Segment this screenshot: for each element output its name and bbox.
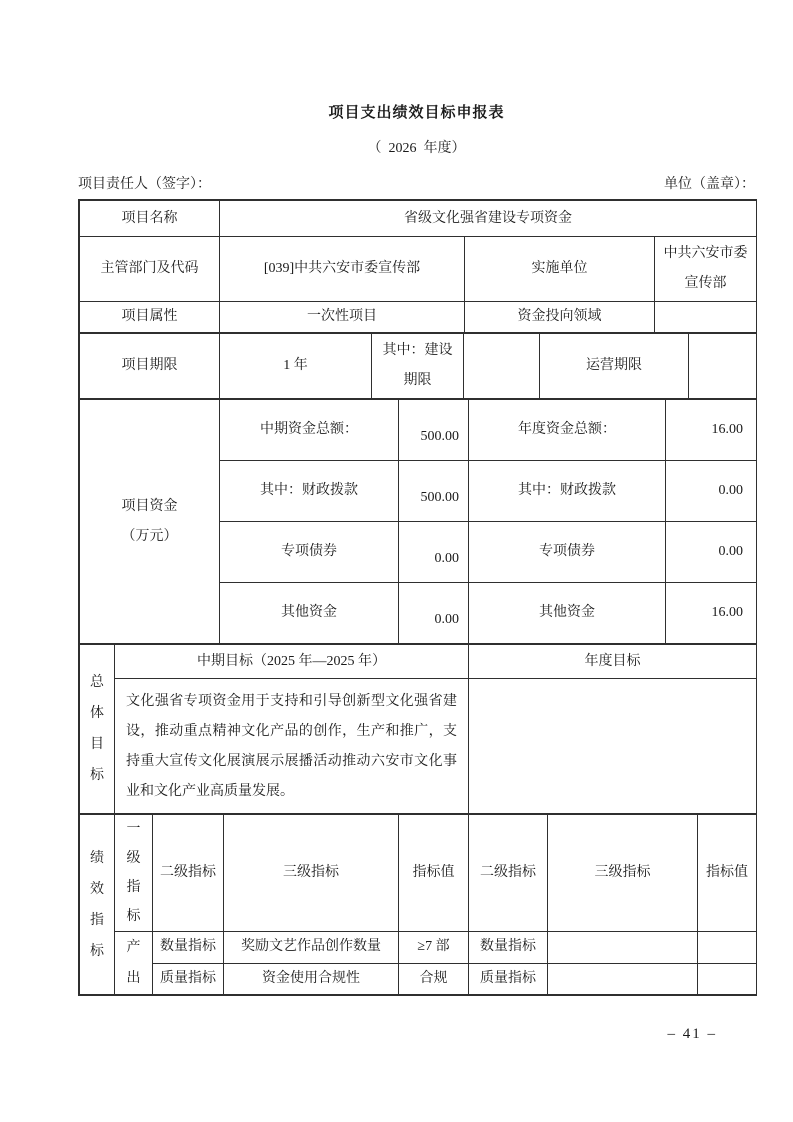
mid-fiscal-value: 500.00 [399,461,469,522]
year-other-value: 16.00 [666,583,757,644]
mid-goal-text: 文化强省专项资金用于支持和引导创新型文化强省建设，推动重点精神文化产品的创作，生产和推广，支持重大宣传文化展演展示展播活动推动六安市文化事业和文化产业高质量发展。 [115,679,469,814]
year-fiscal-value: 0.00 [666,461,757,522]
responsible-person-label: 项目责任人（签字）： [78,177,211,192]
funding-section-label [80,400,220,644]
value-header-year: 指标值 [698,815,757,932]
oper-period-value [689,334,757,399]
quantity-target-value-year [698,932,757,964]
project-name-value: 省级文化强省建设专项资金 [220,201,757,237]
level1-indicator-header [115,815,153,932]
table-row [80,237,757,302]
overall-goal-vertical-text: 总体目标 [90,675,104,783]
declaration-table [78,199,757,996]
mid-fiscal-label: 其中：财政拨款 [220,461,399,522]
table-row [80,932,757,964]
funding-label-line1: 项目资金 [121,498,178,514]
table-row [80,201,757,237]
quality-level3-value-year [548,963,698,995]
build-period-label: 其中：建设期限 [372,334,464,399]
overall-goal-side-label [80,645,115,814]
build-period-value [464,334,540,399]
level2-header-year: 二级指标 [469,815,548,932]
table-row [80,302,757,333]
invest-area-label: 资金投向领域 [465,302,655,333]
period-label: 项目期限 [80,334,220,399]
year-fiscal-label: 其中：财政拨款 [469,461,666,522]
overall-goal-table [79,644,757,814]
quantity-indicator-label: 数量指标 [153,932,224,964]
quantity-level3-value: 奖励文艺作品创作数量 [224,932,399,964]
level2-header-mid: 二级指标 [153,815,224,932]
quantity-level3-value-year [548,932,698,964]
output-vertical-text: 产出 [126,940,141,986]
quality-level3-value: 资金使用合规性 [224,963,399,995]
level3-header-mid: 三级指标 [224,815,399,932]
year-goal-header: 年度目标 [469,645,757,679]
period-table [79,333,757,399]
value-header-mid: 指标值 [399,815,469,932]
table-row [80,679,757,814]
level3-header-year: 三级指标 [548,815,698,932]
mid-other-label: 其他资金 [220,583,399,644]
signature-row [78,177,755,193]
table-row [80,334,757,399]
mid-bond-label: 专项债券 [220,522,399,583]
table-row [80,963,757,995]
quantity-target-value: ≥7 部 [399,932,469,964]
period-value: 1 年 [220,334,372,399]
oper-period-label: 运营期限 [540,334,689,399]
output-group-label [115,932,153,995]
year-goal-text [469,679,757,814]
year-other-label: 其他资金 [469,583,666,644]
quality-target-value-year [698,963,757,995]
mid-total-label: 中期资金总额： [220,400,399,461]
table-row [80,400,757,461]
dept-code-label: 主管部门及代码 [80,237,220,302]
year-bond-value: 0.00 [666,522,757,583]
quality-target-value: 合规 [399,963,469,995]
mid-bond-value: 0.00 [399,522,469,583]
year-total-label: 年度资金总额： [469,400,666,461]
page-number: – 41 – [667,1026,717,1042]
basic-info-table [79,200,757,333]
table-row [80,815,757,932]
unit-seal-label: 单位（盖章）： [664,177,755,192]
perf-vertical-text: 绩效指标 [90,850,104,959]
table-row [80,645,757,679]
project-name-label: 项目名称 [80,201,220,237]
quantity-indicator-label-year: 数量指标 [469,932,548,964]
page-subtitle-year: （ 2026 年度） [367,141,466,156]
funding-label-line2: （万元） [121,528,178,544]
project-attr-value: 一次性项目 [220,302,465,333]
mid-total-value: 500.00 [399,400,469,461]
quality-indicator-label: 质量指标 [153,963,224,995]
year-total-value: 16.00 [666,400,757,461]
dept-code-value: [039]中共六安市委宣传部 [220,237,465,302]
level1-header-vertical-text: 一级指标 [126,822,141,924]
page-title: 项目支出绩效目标申报表 [328,105,505,121]
invest-area-value [655,302,757,333]
mid-goal-header: 中期目标（2025 年—2025 年） [115,645,469,679]
project-attr-label: 项目属性 [80,302,220,333]
funding-table [79,399,757,644]
impl-unit-label: 实施单位 [465,237,655,302]
performance-table [79,814,757,995]
quality-indicator-label-year: 质量指标 [469,963,548,995]
perf-side-label [80,815,115,995]
impl-unit-value: 中共六安市委宣传部 [655,237,757,302]
year-bond-label: 专项债券 [469,522,666,583]
mid-other-value: 0.00 [399,583,469,644]
